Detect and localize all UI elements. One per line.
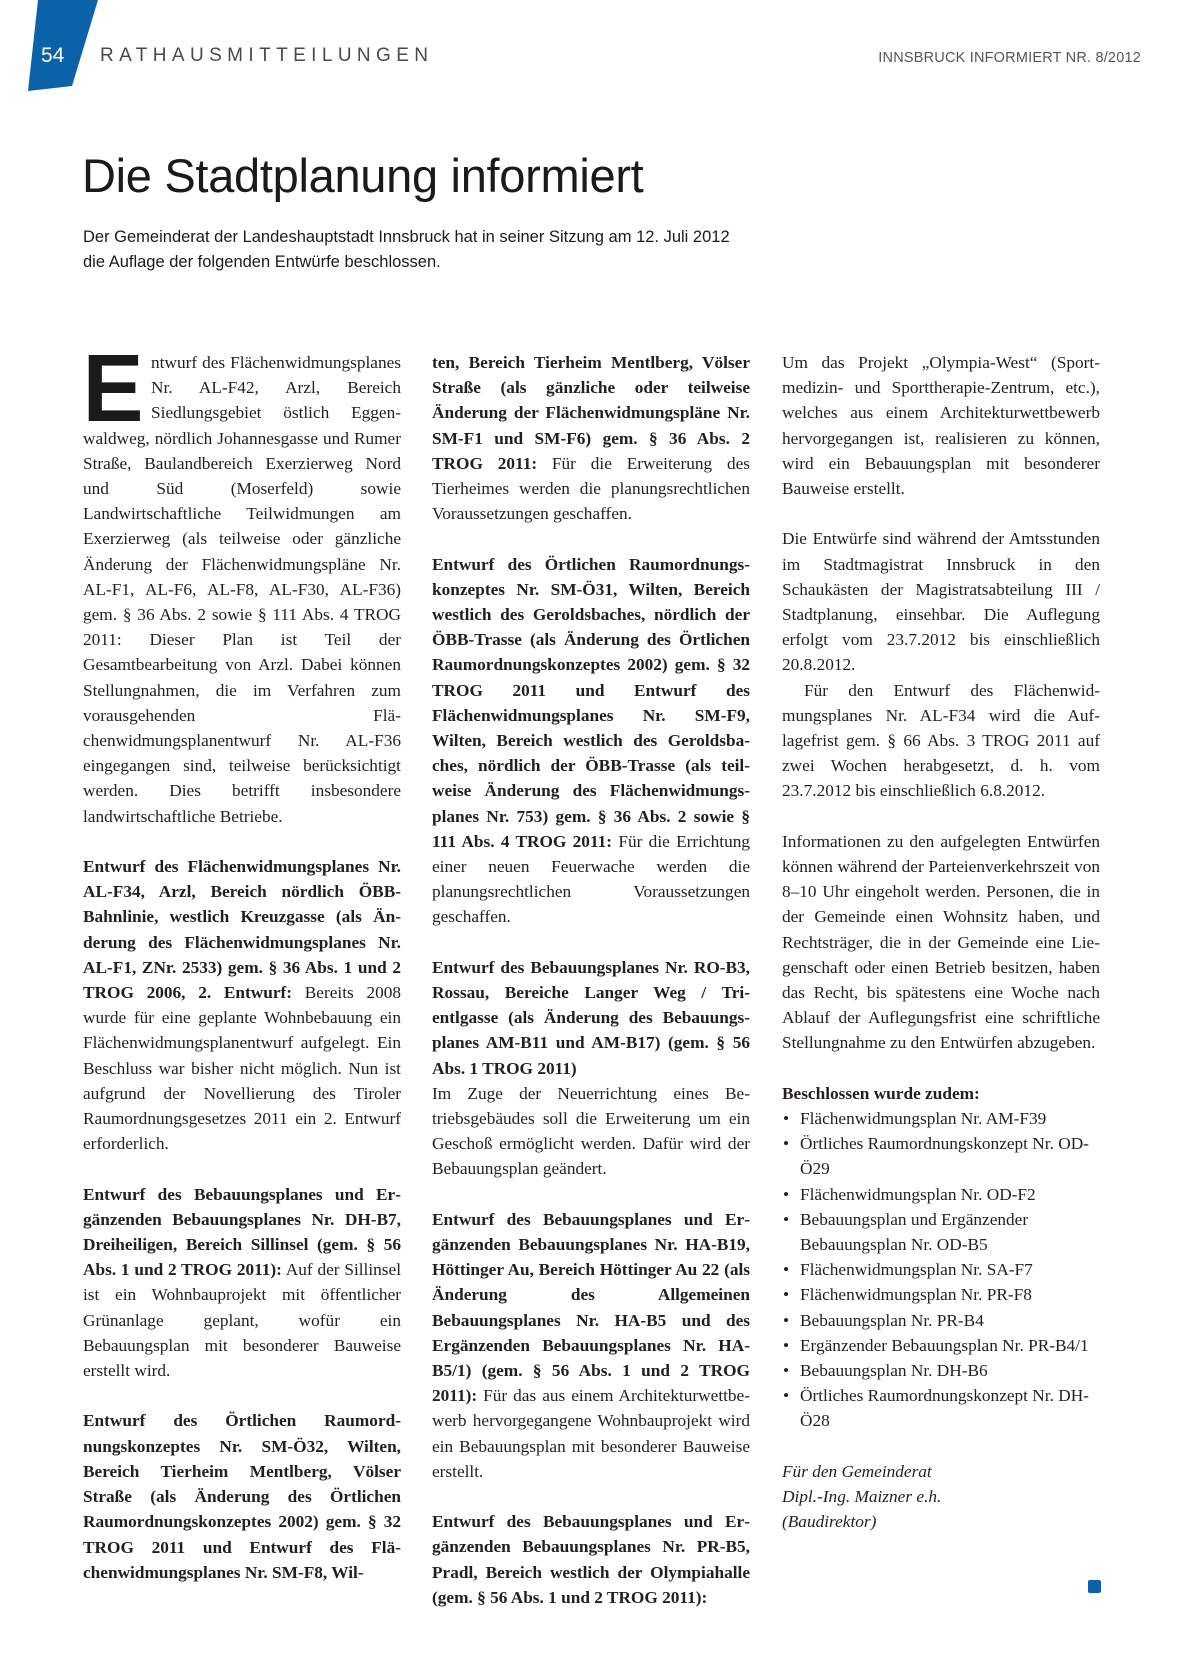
drop-cap: E <box>82 335 144 442</box>
paragraph-heading: Entwurf des Örtlichen Raumordnungskonzeptes Nr. SM-Ö32, Wilten, Bereich Tierheim Mentlberg, Völser Straße (als Änderung des Örtlichen Raumordnungskonzeptes 2002) gem. § 32 TROG 2011 und Entwurf des Flächenwidmungsplanes Nr. SM-F8, Wil- <box>83 1411 401 1582</box>
page-number: 54 <box>41 44 65 67</box>
paragraph-sm-o32-cont <box>432 350 750 526</box>
article-title: Die Stadtplanung informiert <box>82 149 644 202</box>
paragraph-pr-b5 <box>432 1509 750 1610</box>
paragraph-dh-b7 <box>83 1182 401 1384</box>
paragraph-text: Auf der Sillinsel ist ein Wohnbauprojekt mit öffentlicher Grünanlage geplant, wofür ein Bebauungsplan mit besonderer Bauweise erstellt wird. <box>83 1260 401 1381</box>
paragraph-olympia-west: Um das Projekt „Olympia-West“ (Sportmedizin- und Sporttherapie-Zentrum, etc.), welches aus einem Architekturwettbewerb hervorgegangen ist, realisieren zu können, wird ein Bebauungsplan mit besonderer Bauweise erstellt. <box>782 353 1100 499</box>
list-item: • Flächenwidmungsplan Nr. OD-F2 <box>782 1182 1100 1207</box>
list-item: • Flächenwidmungsplan Nr. AM-F39 <box>782 1106 1100 1131</box>
paragraph-heading: Entwurf des Bebauungsplanes Nr. RO-B3, Rossau, Bereiche Langer Weg / Trientlgasse (als Änderung des Bebauungsplanes AM-B11 und AM-B17) (gem. § 56 Abs. 1 TROG 2011) <box>432 957 750 1078</box>
lead-line-2: die Auflage der folgenden Entwürfe beschlossen. <box>83 253 441 271</box>
paragraph-heading: ten, Bereich Tierheim Mentlberg, Völser Straße (als gänzliche oder teilweise Änderung der Flächenwidmungspläne Nr. SM-F1 und SM-F6) gem. § 36 Abs. 2 TROG 2011: <box>432 353 750 473</box>
paragraph-al-f42 <box>82 335 401 829</box>
column-1 <box>82 335 402 1585</box>
paragraph-text: ntwurf des Flächenwidmungsplanes Nr. AL-F42, Arzl, Bereich Siedlungsgebiet östlich Eggenwaldweg, nördlich Johannesgasse und Rumer Straße, Baulandbereich Exerzierweg Nord und Süd (Moserfeld) sowie Landwirtschaftliche Teilwidmungen am Exerzierweg (als teilweise oder gänzliche Änderung der Flächenwidmungspläne Nr. AL-F1, AL-F6, AL-F8, AL-F30, AL-F36) gem. § 36 Abs. 2 sowie § 111 Abs. 4 TROG 2011: Dieser Plan ist Teil der Gesamtbearbeitung von Arzl. Dabei können Stellungnahmen, die im Verfahren zum vorausgehenden Flächenwidmungsplanentwurf Nr. AL-F36 eingegangen sind, teilweise berücksichtigt werden. Dies betrifft insbesondere landwirtschaftliche Betriebe. <box>83 353 401 826</box>
column-2 <box>432 350 750 1610</box>
list-item: • Bebauungsplan Nr. DH-B6 <box>782 1358 1100 1383</box>
lead-line-1: Der Gemeinderat der Landeshauptstadt Innsbruck hat in seiner Sitzung am 12. Juli 2012 <box>83 228 730 246</box>
paragraph-text: Bereits 2008 wurde für eine geplante Wohnbebauung ein Flächenwidmungsplanentwurf aufgelegt. Ein Beschluss war bisher nicht möglich. Nun ist aufgrund der Novellierung des Tiroler Raumordnungsgesetzes 2011 ein 2. Entwurf erforderlich. <box>83 983 402 1154</box>
paragraph-ha-b19 <box>432 1207 750 1484</box>
list-item: • Flächenwidmungsplan Nr. SA-F7 <box>782 1257 1100 1282</box>
list-item: • Örtliches Raumordnungskonzept Nr. OD-Ö29 <box>782 1131 1100 1181</box>
paragraph-heading: Entwurf des Bebauungsplanes und Ergänzenden Bebauungsplanes Nr. HA-B19, Höttinger Au, Bereich Höttinger Au 22 (als Änderung des Allgemeinen Bebauungsplanes Nr. HA-B5 und des Ergänzenden Bebauungsplanes Nr. HA-B5/1) (gem. § 56 Abs. 1 und 2 TROG 2011): <box>432 1209 750 1406</box>
section-title: RATHAUSMITTEILUNGEN <box>100 45 434 66</box>
paragraph-heading: Entwurf des Örtlichen Raumordnungskonzeptes Nr. SM-Ö31, Wilten, Bereich westlich des Geroldsbaches, nördlich der ÖBB-Trasse (als Änderung des Örtlichen Raumordnungskonzeptes 2002) gem. § 32 TROG 2011 und Entwurf des Flächenwidmungsplanes Nr. SM-F9, Wilten, Bereich westlich des Geroldsbaches, nördlich der ÖBB-Trasse (als teilweise Änderung des Flächenwidmungsplanes Nr. 753) gem. § 36 Abs. 2 sowie § 111 Abs. 4 TROG 2011: <box>432 554 750 851</box>
list-item: • Bebauungsplan und Ergänzender Bebauungsplan Nr. OD-B5 <box>782 1207 1100 1257</box>
paragraph-ro-b3-body: Im Zuge der Neuerrichtung eines Betriebsgebäudes soll die Erweiterung um ein Geschoß ermöglicht werden. Dafür wird der Bebauungsplan geändert. <box>432 1083 750 1179</box>
paragraph-ro-b3 <box>432 955 750 1081</box>
paragraph-heading: Entwurf des Bebauungsplanes und Ergänzenden Bebauungsplanes Nr. PR-B5, Pradl, Bereich westlich der Olympiahalle (gem. § 56 Abs. 1 und 2 TROG 2011): <box>432 1512 750 1607</box>
signature-name: Dipl.-Ing. Maizner e.h. <box>782 1487 942 1507</box>
signature-role: (Baudirektor) <box>782 1512 877 1532</box>
list-item: • Bebauungsplan Nr. PR-B4 <box>782 1308 1100 1333</box>
paragraph-text: Für die Errichtung einer neuen Feuerwache werden die planungsrechtlichen Voraussetzungen geschaffen. <box>432 831 751 927</box>
paragraph-information: Informationen zu den aufgelegten Entwürfen können während der Parteienverkehrszeit von 8–10 Uhr eingeholt werden. Personen, die in der Gemeinde einen Wohnsitz haben, und Rechtsträger, die in der Gemeinde eine Liegenschaft oder einen Betrieb besitzen, haben das Recht, bis spätestens eine Woche nach Ablauf der Auflegungsfrist eine schriftliche Stellungnahme zu den Entwürfen abzugeben. <box>782 831 1100 1053</box>
issue-label: INNSBRUCK INFORMIERT NR. 8/2012 <box>878 50 1141 66</box>
paragraph-sm-o31 <box>432 552 750 930</box>
list-item: • Flächenwidmungsplan Nr. PR-F8 <box>782 1282 1100 1307</box>
paragraph-text: Für die Erweiterung des Tierheimes werden die planungsrechtlichen Voraussetzungen geschaffen. <box>432 453 750 524</box>
column-3 <box>782 350 1100 1534</box>
list-item: • Örtliches Raumordnungskonzept Nr. DH-Ö28 <box>782 1383 1100 1433</box>
decided-list <box>782 1106 1100 1434</box>
paragraph-reduced-period: Für den Entwurf des Flächenwidmungsplanes Nr. AL-F34 wird die Auflagefrist gem. § 66 Abs. 3 TROG 2011 auf zwei Wochen herabgesetzt, d. h. vom 23.7.2012 bis einschließlich 6.8.2012. <box>782 680 1100 801</box>
paragraph-heading: Entwurf des Bebauungsplanes und Ergänzenden Bebauungsplanes Nr. DH-B7, Dreiheiligen, Bereich Sillinsel (gem. § 56 Abs. 1 und 2 TROG 2011): <box>83 1184 401 1280</box>
signature-line-1: Für den Gemeinderat <box>782 1461 932 1481</box>
article-end-square-icon <box>1088 1580 1101 1593</box>
signature <box>782 1459 1100 1535</box>
list-item: • Ergänzender Bebauungsplan Nr. PR-B4/1 <box>782 1333 1100 1358</box>
paragraph-sm-o32 <box>83 1408 401 1584</box>
paragraph-text: Für das aus einem Architekturwettbewerb hervorgegangene Wohnbauprojekt wird ein Bebauungsplan mit besonderer Bauweise erstellt. <box>432 1386 750 1481</box>
paragraph-inspection: Die Entwürfe sind während der Amtsstunden im Stadtmagistrat Innsbruck in den Schaukästen der Magistratsabteilung III / Stadtplanung, einsehbar. Die Auflegung erfolgt vom 23.7.2012 bis einschließlich 20.8.2012. <box>782 529 1100 675</box>
decided-heading: Beschlossen wurde zudem: <box>782 1083 980 1103</box>
article-lead <box>83 225 843 275</box>
paragraph-al-f34 <box>83 854 401 1156</box>
paragraph-heading: Entwurf des Flächenwidmungsplanes Nr. AL-F34, Arzl, Bereich nördlich ÖBB-Bahnlinie, westlich Kreuzgasse (als Änderung des Flächenwidmungsplanes Nr. AL-F1, ZNr. 2533) gem. § 36 Abs. 1 und 2 TROG 2006, 2. Entwurf: <box>83 857 401 1003</box>
